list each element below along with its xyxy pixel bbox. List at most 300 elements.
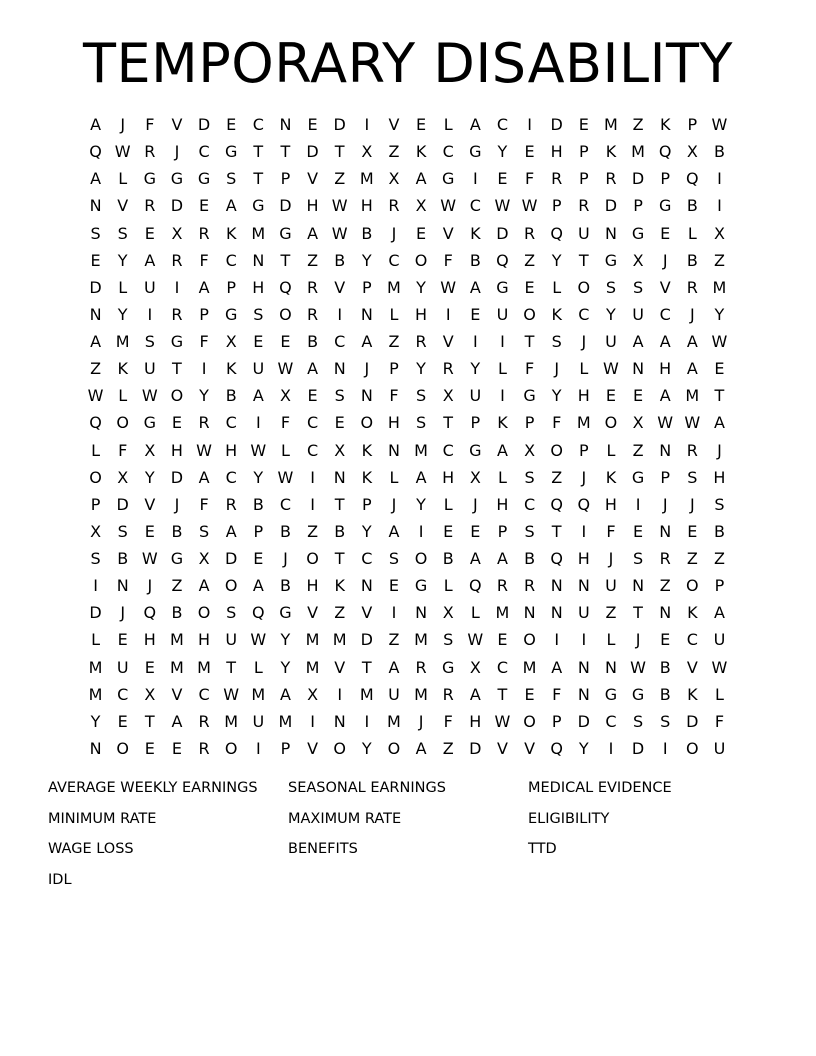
grid-cell: G [170,169,184,189]
grid-cell: A [388,657,400,677]
grid-cell: B [469,250,481,270]
grid-cell: R [225,494,237,514]
grid-cell: N [279,115,292,134]
grid-cell: X [469,467,481,487]
grid-cell: V [686,657,698,677]
grid-cell: B [686,250,698,270]
grid-cell: N [577,576,590,596]
grid-cell: S [253,304,264,324]
grid-cell: O [89,467,102,487]
grid-cell: X [469,657,481,677]
grid-cell: E [633,386,644,406]
grid-cell: G [631,684,645,704]
grid-cell: A [252,386,264,406]
grid-cell: M [305,630,320,650]
grid-cell: F [606,521,616,541]
grid-cell: V [442,332,454,351]
grid-cell: U [116,657,129,677]
puzzle-title: TEMPORARY DISABILITY [83,32,733,95]
grid-cell: L [253,657,263,677]
grid-cell: I [500,332,505,351]
grid-cell: V [171,684,183,704]
grid-cell: U [713,738,726,758]
grid-cell: K [117,359,128,379]
grid-cell: S [714,494,725,514]
grid-cell: M [359,169,374,189]
grid-cell: A [225,521,237,541]
grid-cell: S [632,711,644,731]
grid-cell: C [306,440,319,460]
grid-cell: Z [90,359,102,379]
grid-cell: J [174,142,180,162]
grid-cell: L [389,304,399,324]
grid-cell: I [472,332,478,351]
word-list-item: ELIGIBILITY [528,810,610,827]
grid-cell: V [144,494,156,514]
grid-cell: J [283,549,288,568]
grid-cell: N [604,223,617,243]
grid-cell: C [442,142,454,162]
grid-cell: M [712,277,727,297]
grid-cell: V [334,657,346,677]
grid-cell: I [391,603,397,623]
grid-cell: Y [578,738,589,758]
grid-cell: T [253,169,264,189]
grid-cell: V [171,115,183,134]
grid-cell: N [333,467,346,487]
grid-cell: P [633,196,643,216]
grid-cell: L [118,386,128,406]
grid-cell: U [632,304,644,324]
word-list-item: AVERAGE WEEKLY EARNINGS [48,780,258,796]
grid-cell: F [145,115,155,134]
grid-cell: B [225,386,237,406]
grid-cell: L [687,223,697,243]
grid-cell: Q [577,494,591,514]
grid-cell: J [147,576,153,596]
grid-cell: W [467,630,484,650]
grid-cell: R [686,277,698,297]
grid-cell: Y [606,304,616,324]
grid-cell: G [496,277,509,297]
grid-cell: Y [117,250,128,270]
grid-cell: G [279,223,292,243]
grid-cell: S [632,277,644,297]
grid-cell: J [472,494,478,514]
grid-cell: K [361,440,373,460]
grid-cell: X [442,386,454,406]
grid-cell: L [606,440,616,460]
grid-cell: X [144,440,156,460]
grid-cell: I [581,630,587,650]
grid-cell: Z [334,603,346,623]
grid-cell: X [361,142,373,162]
grid-cell: R [307,304,319,324]
grid-cell: A [252,576,264,596]
grid-cell: O [387,738,401,758]
grid-cell: Z [171,576,183,596]
grid-cell: C [361,549,373,568]
grid-cell: E [605,386,616,406]
grid-cell: I [472,169,478,189]
grid-cell: C [225,250,237,270]
grid-cell: X [90,521,102,541]
grid-cell: D [89,277,102,297]
grid-cell: Q [550,549,563,568]
grid-cell: K [225,359,237,379]
grid-cell: L [579,359,589,379]
grid-cell: T [524,332,535,351]
grid-cell: O [523,304,536,324]
grid-cell: O [224,738,238,758]
grid-cell: Z [334,169,346,189]
grid-cell: V [307,169,319,189]
grid-cell: W [114,142,131,162]
grid-cell: S [144,332,155,351]
grid-cell: A [659,386,671,406]
grid-cell: Q [89,142,102,162]
grid-cell: W [331,223,348,243]
grid-cell: D [279,196,292,216]
grid-cell: I [500,386,505,406]
grid-cell: X [713,223,725,243]
grid-cell: X [334,440,346,460]
grid-cell: T [280,142,291,162]
grid-cell: B [713,521,725,541]
grid-cell: N [577,657,590,677]
grid-cell: B [334,250,346,270]
grid-cell: L [714,684,724,704]
grid-cell: Y [416,494,426,514]
grid-cell: A [198,467,210,487]
grid-cell: L [91,630,101,650]
word-list-item: TTD [528,841,557,858]
grid-cell: Y [253,467,264,487]
grid-cell: M [115,332,130,351]
grid-cell: E [226,115,237,134]
grid-cell: E [144,738,155,758]
grid-cell: R [442,359,454,379]
grid-cell: Y [361,521,372,541]
grid-cell: E [416,115,427,134]
grid-cell: A [415,738,427,758]
grid-cell: U [605,332,617,351]
grid-cell: K [225,223,237,243]
grid-cell: Q [686,169,699,189]
grid-cell: I [364,711,370,731]
grid-cell: E [280,332,291,351]
grid-cell: C [198,684,210,704]
grid-cell: E [443,521,454,541]
grid-cell: A [388,521,400,541]
grid-cell: U [143,359,156,379]
grid-cell: I [445,304,451,324]
grid-cell: C [523,494,536,514]
grid-cell: P [524,413,535,433]
grid-cell: U [496,304,509,324]
grid-cell: W [87,386,104,406]
grid-cell: B [252,494,264,514]
grid-cell: N [252,250,265,270]
grid-cell: G [414,576,428,596]
grid-cell: M [522,657,537,677]
grid-cell: E [524,277,535,297]
grid-cell: J [120,115,126,134]
grid-cell: I [310,494,315,514]
grid-cell: U [388,684,400,704]
word-list-item: MAXIMUM RATE [288,810,402,827]
grid-cell: N [632,359,645,379]
grid-cell: B [117,549,129,568]
grid-cell: T [633,603,643,623]
grid-cell: B [442,549,454,568]
grid-cell: R [198,413,210,433]
grid-cell: A [496,549,508,568]
grid-cell: N [523,603,536,623]
grid-cell: X [388,169,400,189]
grid-cell: W [223,684,240,704]
grid-cell: G [631,223,645,243]
grid-cell: D [306,142,319,162]
grid-cell: I [310,711,315,731]
grid-cell: V [334,277,346,297]
grid-cell: O [116,413,129,433]
grid-cell: O [360,413,374,433]
grid-cell: T [443,413,454,433]
grid-cell: V [496,738,508,758]
grid-cell: C [117,684,129,704]
grid-cell: M [170,657,184,677]
grid-cell: X [144,684,156,704]
grid-cell: C [225,467,237,487]
grid-cell: M [414,440,428,460]
grid-cell: J [608,549,614,568]
grid-cell: T [497,684,508,704]
grid-cell: F [118,440,128,460]
word-list-item: WAGE LOSS [48,841,134,858]
grid-cell: G [279,603,292,623]
grid-cell: H [577,549,590,568]
grid-cell: P [280,738,291,758]
grid-cell: G [252,196,265,216]
grid-cell: A [551,657,563,677]
grid-cell: E [470,521,481,541]
grid-cell: J [717,440,722,460]
grid-cell: O [414,250,428,270]
grid-cell: D [577,711,590,731]
grid-cell: G [604,250,618,270]
grid-cell: I [255,413,261,433]
grid-cell: A [469,684,481,704]
grid-cell: M [88,657,103,677]
grid-cell: I [364,115,370,134]
grid-cell: I [527,115,532,134]
grid-cell: F [552,684,562,704]
grid-cell: K [687,603,698,623]
grid-cell: D [116,494,129,514]
grid-cell: O [170,386,184,406]
grid-cell: C [279,494,292,514]
grid-cell: K [605,142,617,162]
grid-cell: J [364,359,370,379]
grid-cell: C [686,630,698,650]
grid-cell: L [91,440,101,460]
grid-cell: C [306,413,319,433]
grid-cell: J [689,494,695,514]
grid-cell: X [171,223,183,243]
grid-cell: C [469,196,481,216]
grid-cell: I [201,359,207,379]
grid-cell: A [469,115,481,134]
grid-cell: M [224,711,239,731]
grid-cell: Y [117,304,128,324]
grid-cell: I [635,494,641,514]
grid-cell: I [608,738,614,758]
grid-cell: R [659,549,671,568]
grid-cell: H [713,467,726,487]
grid-cell: R [198,711,210,731]
grid-cell: R [171,250,183,270]
grid-cell: J [689,304,695,324]
grid-cell: F [199,332,209,351]
grid-cell: K [470,223,481,243]
grid-cell: Z [659,576,671,596]
word-list-item: MINIMUM RATE [48,810,157,827]
grid-cell: A [415,169,427,189]
grid-cell: P [90,494,101,514]
grid-cell: Z [632,440,644,460]
grid-cell: H [225,440,238,460]
grid-cell: L [118,169,128,189]
grid-cell: A [415,467,427,487]
grid-cell: H [442,467,455,487]
grid-cell: D [604,196,618,216]
grid-cell: O [577,277,591,297]
grid-cell: R [307,277,319,297]
grid-cell: T [334,494,345,514]
grid-cell: P [226,277,237,297]
grid-cell: T [334,142,345,162]
grid-cell: D [496,223,509,243]
grid-cell: J [581,332,587,351]
grid-cell: I [581,521,587,541]
grid-cell: Z [605,603,617,623]
grid-cell: D [225,549,238,568]
grid-cell: T [144,711,155,731]
grid-cell: H [360,196,373,216]
grid-cell: V [307,738,319,758]
grid-cell: M [387,711,401,731]
grid-cell: R [496,576,508,596]
grid-cell: Y [361,250,372,270]
grid-cell: E [470,304,481,324]
grid-cell: O [116,738,129,758]
grid-cell: K [551,304,562,324]
grid-cell: V [117,196,129,216]
grid-cell: E [171,413,182,433]
grid-cell: N [333,359,346,379]
grid-cell: B [334,521,346,541]
grid-cell: B [524,549,536,568]
grid-cell: C [496,115,509,134]
grid-cell: E [144,521,155,541]
grid-cell: B [171,603,183,623]
word-list-item: MEDICAL EVIDENCE [528,780,672,796]
grid-cell: R [578,196,590,216]
grid-cell: V [659,277,671,297]
grid-cell: O [224,576,238,596]
grid-cell: W [141,386,158,406]
grid-cell: N [577,684,590,704]
grid-cell: H [252,277,265,297]
grid-cell: L [552,277,562,297]
grid-cell: P [551,196,562,216]
grid-cell: J [174,494,180,514]
grid-cell: W [521,196,538,216]
grid-cell: N [632,576,645,596]
grid-cell: I [337,684,343,704]
grid-cell: Z [551,467,563,487]
letter-grid [82,111,733,762]
word-list-item: BENEFITS [288,841,358,858]
grid-cell: Y [551,386,562,406]
grid-cell: S [443,630,454,650]
grid-cell: E [334,413,345,433]
grid-cell: X [279,386,291,406]
grid-cell: O [523,630,536,650]
grid-cell: Z [686,549,698,568]
grid-cell: E [524,684,535,704]
grid-cell: E [117,630,128,650]
grid-cell: N [116,576,129,596]
grid-cell: G [224,304,238,324]
grid-cell: T [714,386,725,406]
grid-cell: U [143,277,156,297]
grid-cell: O [550,440,563,460]
grid-cell: I [255,738,261,758]
grid-cell: W [250,630,267,650]
grid-cell: J [662,250,668,270]
grid-cell: S [660,711,671,731]
grid-cell: M [332,630,347,650]
grid-cell: H [306,196,319,216]
grid-cell: Q [496,250,509,270]
grid-cell: R [524,576,536,596]
grid-cell: X [686,142,698,162]
grid-cell: A [307,359,319,379]
grid-cell: E [660,223,671,243]
grid-cell: J [418,711,424,731]
grid-cell: W [331,196,348,216]
grid-cell: A [198,277,210,297]
grid-cell: D [170,467,184,487]
grid-cell: X [307,684,319,704]
grid-cell: S [551,332,562,351]
grid-cell: H [198,630,211,650]
grid-cell: G [523,386,536,406]
grid-cell: T [172,359,182,379]
grid-cell: A [713,603,725,623]
grid-cell: S [388,549,400,568]
grid-cell: N [360,386,373,406]
grid-cell: N [604,657,617,677]
grid-cell: F [552,413,562,433]
grid-cell: Z [388,630,400,650]
grid-cell: G [224,142,238,162]
grid-cell: O [306,549,319,568]
grid-cell: M [631,142,645,162]
grid-cell: Z [388,142,400,162]
